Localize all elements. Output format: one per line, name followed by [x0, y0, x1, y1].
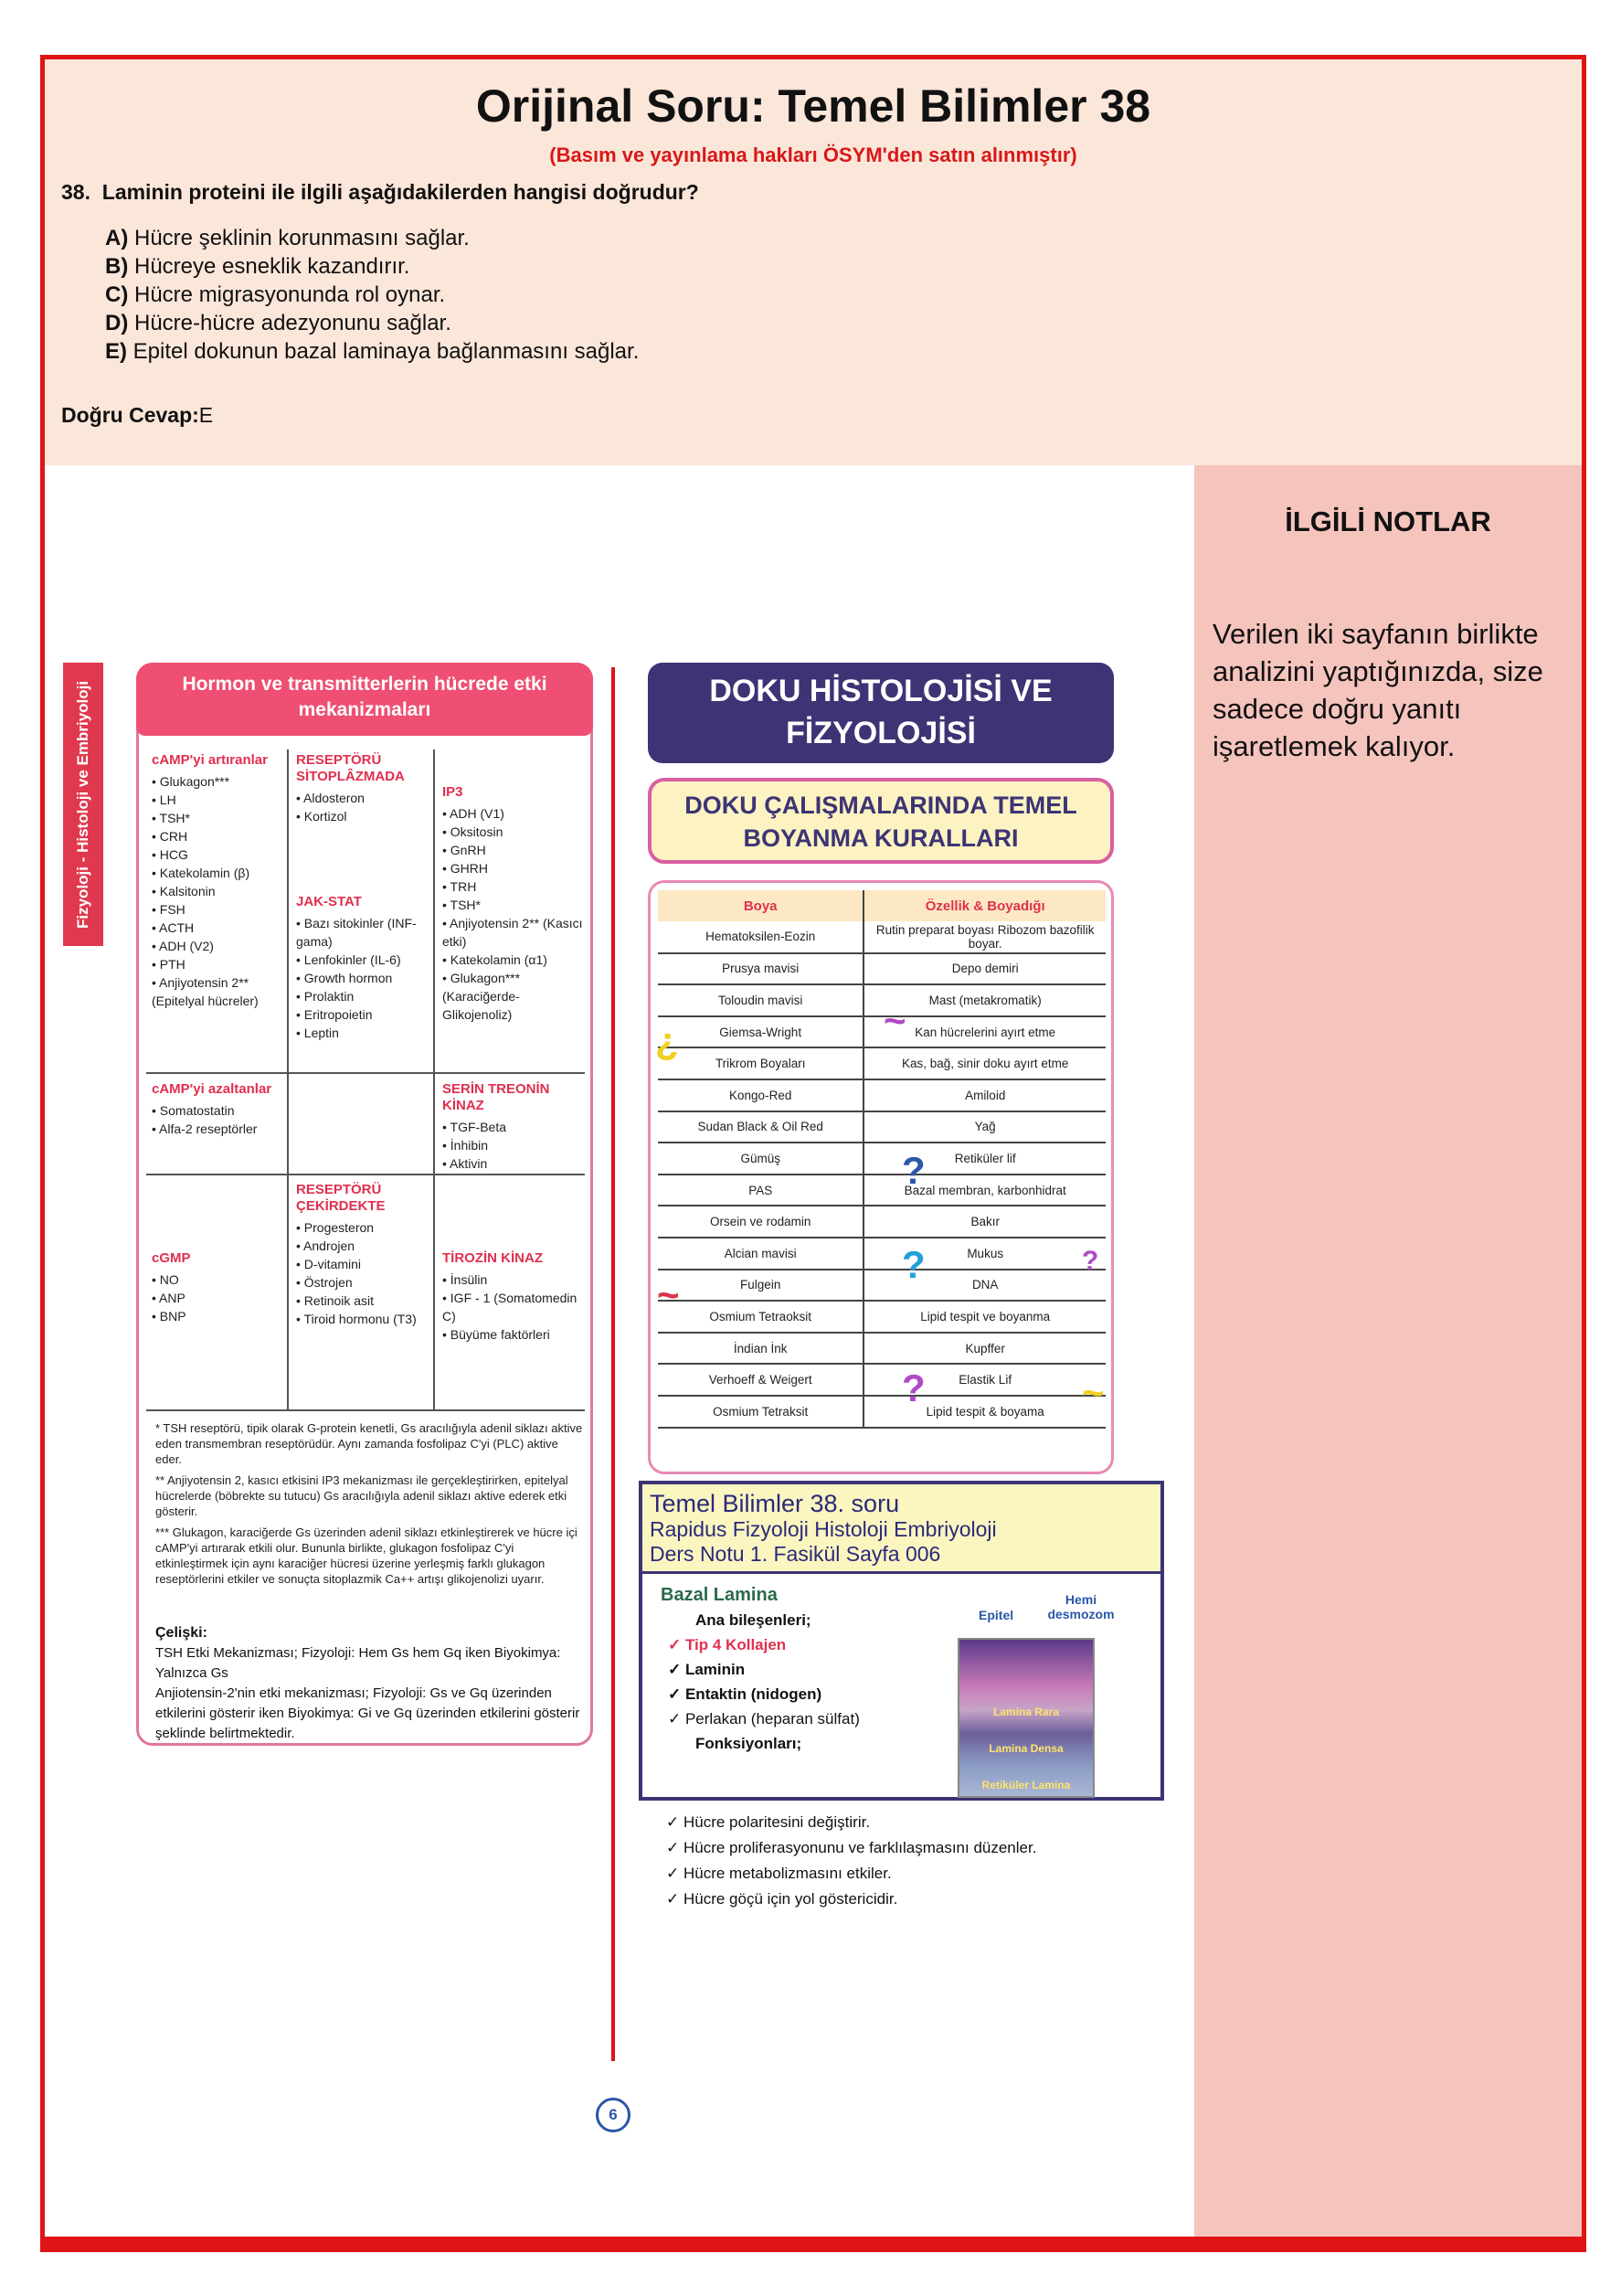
stain-row: [658, 1396, 1106, 1428]
question-mark-icon: ?: [1082, 1246, 1099, 1276]
stain-row: [658, 1175, 1106, 1206]
nucleus-cell: RESEPTÖRÜ ÇEKİRDEKTE • Progesteron • Androjen • D-vitamini • Östrojen • Retinoik asit • Tiroid hormonu (T3): [296, 1182, 433, 1328]
question-mark-icon: ~: [884, 999, 906, 1042]
question-mark-icon: ?: [902, 1149, 926, 1192]
option-e: E) Epitel dokunun bazal laminaya bağlanmasını sağlar.: [105, 339, 640, 364]
reference-header: Temel Bilimler 38. soru Rapidus Fizyoloji Histoloji Embriyoloji Ders Notu 1. Fasikül Sayfa 006: [642, 1484, 1160, 1574]
question-text: Laminin proteini ile ilgili aşağıdakilerden hangisi doğrudur?: [101, 180, 699, 204]
question-mark-icon: ~: [1082, 1371, 1105, 1414]
hemidesmosome-label: Hemi desmozom: [1047, 1592, 1115, 1621]
stain-name: Prusya mavisi: [658, 953, 863, 985]
stain-property: Kupffer: [863, 1333, 1106, 1365]
question-mark-icon: ?: [902, 1243, 926, 1286]
question-mark-icon: ~: [657, 1273, 680, 1316]
stain-row: [658, 1333, 1106, 1365]
stain-name: PAS: [658, 1175, 863, 1206]
tyrosine-cell: TİROZİN KİNAZ • İnsülin • IGF - 1 (Somatomedin C) • Büyüme faktörleri: [442, 1250, 588, 1344]
stain-property: Yağ: [863, 1111, 1106, 1143]
options-list: [105, 224, 639, 366]
page-number: 6: [596, 2098, 630, 2132]
question-stem: [61, 180, 699, 205]
option-b: B) Hücreye esneklik kazandırır.: [105, 254, 410, 279]
notes-title: İLGİLİ NOTLAR: [1285, 505, 1491, 537]
camp-up-cell: cAMP'yi artıranlar • Glukagon*** • LH • TSH* • CRH • HCG • Katekolamin (β) • Kalsitonin • FSH • ACTH • ADH (V2) • PTH • Anjiyotensin 2** (Epitelyal hücreler): [152, 752, 284, 1010]
stain-property: Kan hücrelerini ayırt etme: [863, 1016, 1106, 1048]
stain-row: [658, 1270, 1106, 1302]
correct-answer: [61, 403, 213, 428]
stain-property: Lipid tespit & boyama: [863, 1396, 1106, 1428]
serine-cell: SERİN TREONİN KİNAZ • TGF-Beta • İnhibin • Aktivin: [442, 1081, 588, 1173]
stain-property: Amiloid: [863, 1079, 1106, 1111]
stain-row: [658, 921, 1106, 953]
stain-row: [658, 1364, 1106, 1396]
hormone-footnotes: * TSH reseptörü, tipik olarak G-protein kenetli, Gs aracılığıyla adenil siklazı aktive eden transmembran reseptörüdür. Aynı zamanda fosfolipaz C'yi (PLC) aktive eder. ** Anjiyotensin 2, kasıcı etkisini IP3 mekanizması ile gerçekleştirirken, epitelyal hücrelerde (böbrekte su tutucu) Gs aracılığıyla adenil siklazı aktive ederek etki gösterir. *** Glukagon, karaciğerde Gs üzerinden adenil siklazı etkinleştirerek ve hücre içi cAMP'yi artırarak etkili olur. Bununla birlikte, glukagon fosfolipaz C'yi etkinleştirmek için aynı karaciğer hücresi üzerine yerleşmiş farklı glukagon reseptörlerini etkiler ve sonuçta sitoplazmik Ca++ artışı glikojenolizi uyarır.: [155, 1421, 583, 1586]
option-d: D) Hücre-hücre adezyonunu sağlar.: [105, 311, 451, 335]
stain-row: [658, 1238, 1106, 1270]
stain-row: [658, 1143, 1106, 1175]
stain-name: Trikrom Boyaları: [658, 1047, 863, 1079]
epitel-label: Epitel: [979, 1608, 1014, 1622]
copyright-note: (Basım ve yayınlama hakları ÖSYM'den satın alınmıştır): [549, 144, 1077, 166]
stain-row: [658, 1079, 1106, 1111]
stain-property: Elastik Lif: [863, 1364, 1106, 1396]
question-panel: [45, 59, 1582, 465]
stain-name: Toloudin mavisi: [658, 984, 863, 1016]
side-tab: Fizyoloji - Histoloji ve Embriyoloji: [63, 663, 103, 946]
stain-table-box: [648, 880, 1114, 1474]
stain-name: Giemsa-Wright: [658, 1016, 863, 1048]
bottom-bar: [45, 2237, 1582, 2248]
stain-row: [658, 1301, 1106, 1333]
bazal-lamina-list: Bazal Lamina Ana bileşenleri; ✓ Tip 4 Kollajen ✓ Laminin ✓ Entaktin (nidogen) ✓ Perlakan (heparan sülfat) Fonksiyonları;: [661, 1583, 962, 1756]
stain-name: Sudan Black & Oil Red: [658, 1111, 863, 1143]
stain-property: Rutin preparat boyası Ribozom bazofilik boyar.: [863, 921, 1106, 953]
stain-row: [658, 984, 1106, 1016]
stain-table: Boya Özellik & Boyadığı Hematoksilen-Eozin Rutin preparat boyası Ribozom bazofilik boyar. Prusya mavisi Depo demiri Toloudin mavisi Mast (metakromatik) Giemsa-Wright Kan hücrelerini ayırt etme Trikrom Boyaları Kas, bağ, sinir doku ayırt etme Kongo-Red Amiloid Sudan Black & Oil Red Yağ Gümüş Retiküler lif PAS Bazal membran, karbonhidrat Orsein ve rodamin Bakır Alcian mavisi Mukus Fulgein DNA Osmium Tetraoksit Lipid tespit ve boyanma İndian İnk Kupffer Verhoeff & Weigert Elastik Lif Osmium Tetraksit Lipid tespit & boyama: [658, 890, 1106, 1429]
stain-row: [658, 1016, 1106, 1048]
jak-stat-cell: JAK-STAT • Bazı sitokinler (INF-gama) • Lenfokinler (IL-6) • Growth hormon • Prolaktin • Eritropoietin • Leptin: [296, 894, 433, 1042]
stain-property: Mukus: [863, 1238, 1106, 1270]
answer-value: E: [198, 403, 214, 427]
stain-property: Retiküler lif: [863, 1143, 1106, 1175]
stain-name: Gümüş: [658, 1143, 863, 1175]
stain-name: Osmium Tetraksit: [658, 1396, 863, 1428]
option-a: A) Hücre şeklinin korunmasını sağlar.: [105, 226, 470, 250]
ip3-cell: IP3 • ADH (V1) • Oksitosin • GnRH • GHRH • TRH • TSH* • Anjiyotensin 2** (Kasıcı etki) • Katekolamin (α1) • Glukagon*** (Karaciğerde-Glikojenoliz): [442, 784, 588, 1024]
question-mark-icon: ¿: [655, 1019, 679, 1062]
stain-row: [658, 1206, 1106, 1238]
question-mark-icon: ?: [902, 1366, 926, 1409]
stain-name: İndian İnk: [658, 1333, 863, 1365]
hormone-table: [136, 663, 593, 1746]
doku-title: DOKU HİSTOLOJİSİ VE FİZYOLOJİSİ: [648, 663, 1114, 763]
stain-property: DNA: [863, 1270, 1106, 1302]
stain-property: Lipid tespit ve boyanma: [863, 1301, 1106, 1333]
hormone-table-title: Hormon ve transmitterlerin hücrede etki mekanizmaları: [136, 663, 593, 736]
camp-down-cell: cAMP'yi azaltanlar • Somatostatin • Alfa-2 reseptörler: [152, 1081, 284, 1138]
stain-name: Verhoeff & Weigert: [658, 1364, 863, 1396]
answer-label: Doğru Cevap:: [61, 403, 199, 427]
stain-property: Bakır: [863, 1206, 1106, 1238]
doku-subtitle: DOKU ÇALIŞMALARINDA TEMEL BOYANMA KURALLARI: [648, 778, 1114, 864]
stain-name: Fulgein: [658, 1270, 863, 1302]
question-number: 38.: [61, 180, 90, 204]
stain-property: Mast (metakromatik): [863, 984, 1106, 1016]
textbook-scan: [63, 590, 1187, 2244]
stain-property: Bazal membran, karbonhidrat: [863, 1175, 1106, 1206]
cgmp-cell: cGMP • NO • ANP • BNP: [152, 1250, 284, 1325]
conflict-note: Çelişki: TSH Etki Mekanizması; Fizyoloji: Hem Gs hem Gq iken Biyokimya: Yalnızca Gs Anjiotensin-2'nin etki mekanizması; Fizyoloji: Gs ve Gq üzerinden etkilerini gösterir iken Biyokimya: Gi ve Gq üzerinden etkilerini gösterir şeklinde belirtmektedir.: [155, 1625, 580, 1741]
stain-name: Kongo-Red: [658, 1079, 863, 1111]
stain-row: [658, 1047, 1106, 1079]
option-c: C) Hücre migrasyonunda rol oynar.: [105, 282, 446, 307]
page-frame: [40, 55, 1586, 2252]
cytoplasm-cell: RESEPTÖRÜ SİTOPLÂZMADA • Aldosteron • Kortizol: [296, 752, 429, 825]
stain-row: [658, 953, 1106, 985]
stain-name: Orsein ve rodamin: [658, 1206, 863, 1238]
stain-row: [658, 1111, 1106, 1143]
page-title: Orijinal Soru: Temel Bilimler 38: [475, 80, 1151, 132]
stain-property: Kas, bağ, sinir doku ayırt etme: [863, 1047, 1106, 1079]
related-notes-panel: [1194, 465, 1582, 2246]
column-divider: [611, 667, 615, 2061]
stain-name: Alcian mavisi: [658, 1238, 863, 1270]
reference-box: [639, 1481, 1164, 1801]
function-list: ✓ Hücre polaritesini değiştirir. ✓ Hücre proliferasyonunu ve farklılaşmasını düzenler. ✓ Hücre metabolizmasını etkiler. ✓ Hücre göçü için yol göstericidir.: [666, 1810, 1036, 1912]
stain-name: Osmium Tetraoksit: [658, 1301, 863, 1333]
notes-text: Verilen iki sayfanın birlikte analizini yaptığınızda, size sadece doğru yanıtı işaretlemek kalıyor.: [1213, 618, 1543, 762]
stain-property: Depo demiri: [863, 953, 1106, 985]
bazal-lamina-image: Lamina Rara Lamina Densa Retiküler Lamina: [958, 1638, 1095, 1798]
stain-name: Hematoksilen-Eozin: [658, 921, 863, 953]
